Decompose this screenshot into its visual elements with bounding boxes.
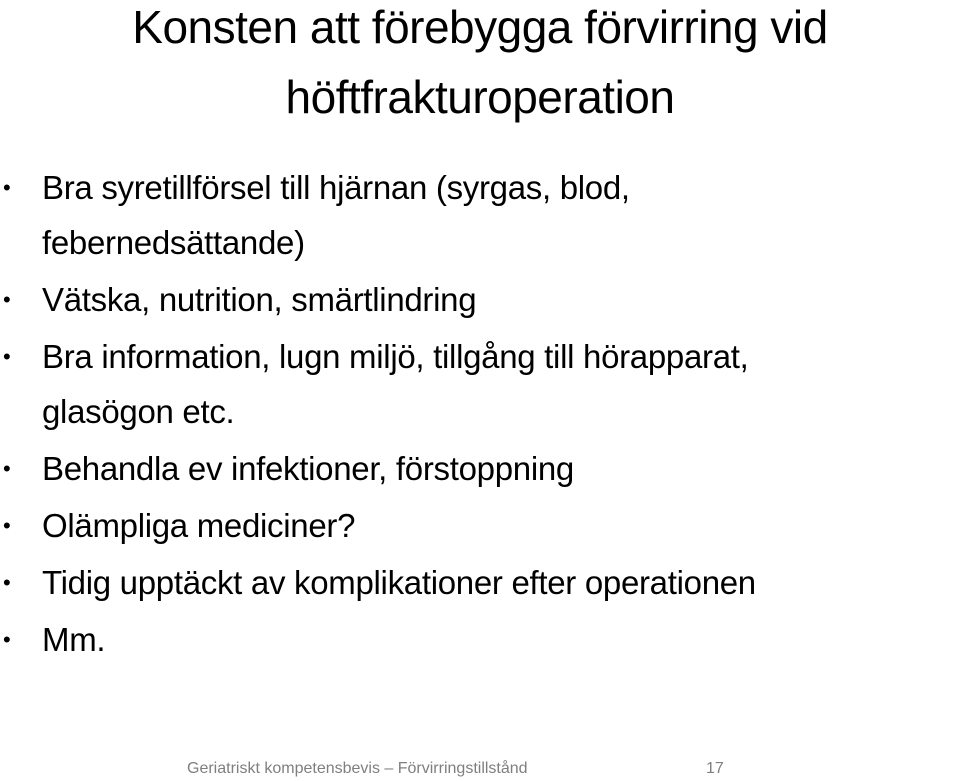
list-item [0,329,960,439]
bullet-text: Mm. [42,621,106,658]
list-item [0,612,960,667]
list-item [0,441,960,496]
list-item [0,555,960,610]
bullet-text: Tidig upptäckt av komplikationer efter operationen [42,564,756,601]
bullet-icon: • [3,175,11,200]
footer-text: Geriatriskt kompetensbevis – Förvirringstillstånd [187,760,528,777]
bullet-text: Vätska, nutrition, smärtlindring [42,281,477,318]
bullet-icon: • [3,627,11,652]
bullet-icon: • [3,570,11,595]
list-item [0,160,960,270]
list-item [0,498,960,553]
bullet-text: Olämpliga mediciner? [42,507,356,544]
bullet-icon: • [3,344,11,369]
page-number: 17 [706,760,724,777]
bullet-text: Bra syretillförsel till hjärnan (syrgas, blod, febernedsättande) [42,169,630,261]
slide-title [0,0,960,124]
slide-footer [0,756,960,781]
slide-title-line-2: höftfrakturoperation [285,71,675,123]
bullet-text: Bra information, lugn miljö, tillgång till hörapparat, glasögon etc. [42,338,749,430]
list-item [0,272,960,327]
bullet-list [0,160,960,667]
bullet-icon: • [3,513,11,538]
bullet-icon: • [3,456,11,481]
bullet-icon: • [3,287,11,312]
bullet-text: Behandla ev infektioner, förstoppning [42,450,574,487]
slide-title-line-1: Konsten att förebygga förvirring vid [132,1,828,53]
